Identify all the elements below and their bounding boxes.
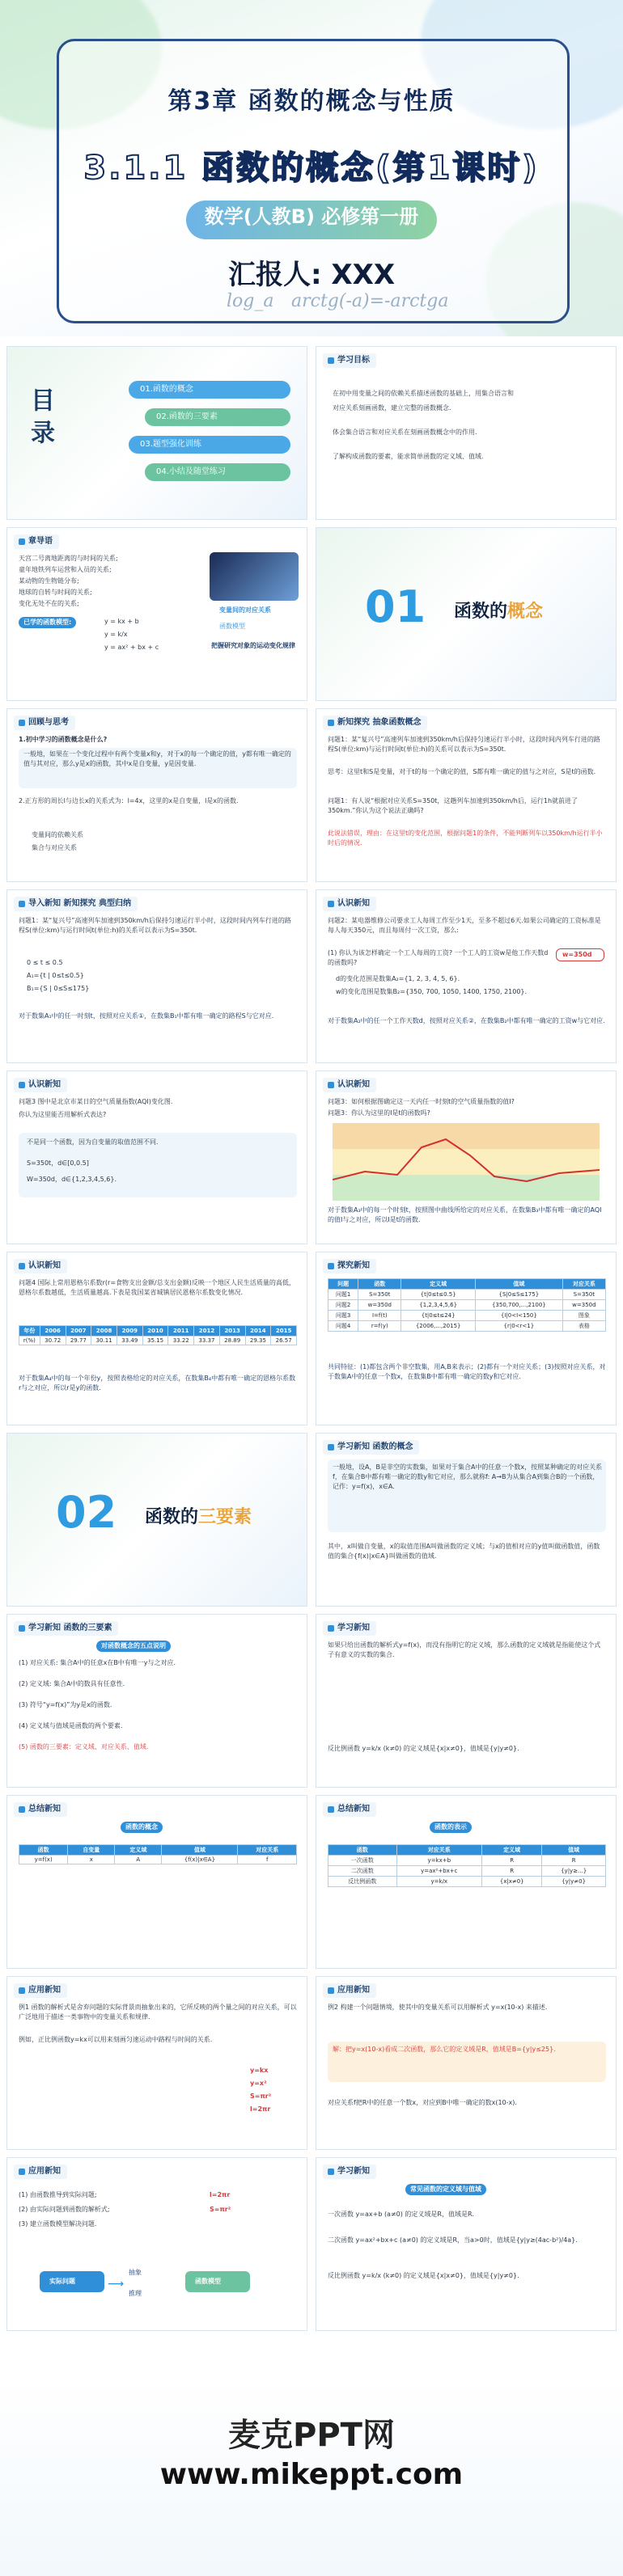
engel-year-cell: 2014 <box>245 1326 271 1337</box>
explore-header: 探究新知 <box>323 1259 376 1273</box>
newq-slide <box>316 708 617 882</box>
q2-slide <box>316 889 617 1063</box>
table-cell: {x|x≠0} <box>482 1877 542 1887</box>
review-q2: 2.正方形的周长l与边长x的关系式为：l=4x，这里的x是自变量，l是x的函数. <box>19 797 239 804</box>
engel-table <box>19 1325 297 1345</box>
apply1-slide <box>6 1976 307 2150</box>
review-b2: 集合与对应关系 <box>32 844 77 851</box>
range-line-1: 一次函数 y=ax+b (a≠0) 的定义域是R，值域是R. <box>328 2211 474 2218</box>
intro-line-2: 童年地铁列车运营和入员的关系; <box>19 566 112 573</box>
table-header-cell: 定义域 <box>482 1845 542 1856</box>
section2-number: 02 <box>56 1487 117 1538</box>
apply3-f1: l=2πr <box>210 2191 231 2198</box>
section2-title <box>145 1503 252 1528</box>
newq-q1: 问题1：某“复兴号”高速列车加速到350km/h后保持匀速运行半小时，这段时间内列车行进的路程S(单位:km)与运行时间t(单位:h)的关系可以表示为S=350t. <box>328 736 600 753</box>
chapter-title: 第3章 函数的概念与性质 <box>167 87 456 116</box>
newq-header: 新知探究 抽象函数概念 <box>323 716 427 730</box>
engel-year-cell: 2012 <box>194 1326 220 1337</box>
section2-title-text: 函数的 <box>145 1507 199 1527</box>
engel-year-cell: 2015 <box>271 1326 297 1337</box>
apply3-line-3: (3) 建立函数模型解决问题. <box>19 2220 97 2228</box>
table-cell: 问题3 <box>328 1311 358 1321</box>
q3-r1: 不是同一个函数，因为自变量的取值范围不同. <box>27 1138 159 1146</box>
goal-line-4: 了解构成函数的要素，能求简单函数的定义域、值域. <box>333 453 484 460</box>
table-cell: {2006,...,2015} <box>401 1321 476 1332</box>
explore-table <box>328 1278 606 1332</box>
q1-set2: A₁={t | 0≤t≤0.5} <box>27 972 84 979</box>
table-row <box>328 1290 606 1300</box>
table-cell: A <box>115 1856 162 1864</box>
funcdef-slide <box>316 1614 617 1788</box>
review-slide <box>6 708 307 882</box>
section1-title-text: 函数的 <box>454 602 508 622</box>
apply1-text2: 例如，正比例函数y=kx可以用来刻画匀速运动中路程与时间的关系. <box>19 2036 213 2043</box>
q3-text: 问题3 图中是北京市某日的空气质量指数(AQI)变化图. <box>19 1098 173 1105</box>
definition-header: 学习新知 函数的概念 <box>323 1440 419 1455</box>
q3-ask: 你认为这里能否用解析式表达? <box>19 1111 107 1118</box>
table-header-cell: 函数 <box>358 1279 401 1290</box>
intro-f2: y = k/x <box>104 631 128 638</box>
table-cell: R <box>482 1856 542 1866</box>
intro-label-model: 函数模型 <box>219 623 245 630</box>
table-cell: 问题4 <box>328 1321 358 1332</box>
apply1-eq4: l=2πr <box>250 2105 271 2113</box>
section1-title <box>454 598 543 623</box>
arrow-icon: ⟶ <box>108 2278 125 2291</box>
table-header-cell: 值域 <box>542 1845 606 1856</box>
engel-year-cell: 2006 <box>40 1326 66 1337</box>
compare-table <box>328 1844 606 1887</box>
aqi-q1: 问题3：如何根据图确定这一天内任一时刻t的空气质量指数的值I? <box>328 1098 515 1105</box>
table-cell: 二次函数 <box>328 1866 397 1877</box>
three-line-2: (2) 定义域: 集合A中的数具有任意性. <box>19 1680 125 1687</box>
q1-text: 问题1：某“复兴号”高速列车加速到350km/h后保持匀速运行半小时，这段时间内列车行进的路程S(单位:km)与运行时间t(单位:h)的关系可以表示为S=350t. <box>19 917 291 934</box>
table-cell: I=f(t) <box>358 1311 401 1321</box>
engel-value-cell: 33.49 <box>117 1337 142 1345</box>
intro-tag: 已学的函数模型: <box>19 617 76 628</box>
apply3-f2: S=πr² <box>210 2206 231 2213</box>
funcdef-tail: 反比例函数 y=k/x (k≠0) 的定义域是{x|x≠0}，值域是{y|y≠0}. <box>328 1745 519 1752</box>
q1-header: 导入新知 新知探究 典型归纳 <box>14 897 138 911</box>
table-cell: {f(x)|x∈A} <box>162 1856 238 1864</box>
q2-s1: (1) 你认为该怎样确定一个工人每周的工资? 一个工人的工资w是他工作天数d的函数吗? <box>328 949 549 966</box>
range-line-3: 反比例函数 y=k/x (k≠0) 的定义域是{x|x≠0}，值域是{y|y≠0}. <box>328 2272 519 2279</box>
table-cell: {S|0≤S≤175} <box>475 1290 562 1300</box>
intro-line-5: 变化无处不在的关系; <box>19 600 79 607</box>
q3-r2: S=350t，d∈[0,0.5] <box>27 1159 89 1167</box>
table-cell: 表格 <box>562 1321 605 1332</box>
table-header-cell: 对应关系 <box>396 1845 482 1856</box>
aqi-q2: 问题3：你认为这里的I是t的函数吗? <box>328 1109 430 1117</box>
engel-value-cell: 30.72 <box>40 1337 66 1345</box>
table-cell: y=kx+b <box>396 1856 482 1866</box>
section1-number: 01 <box>365 581 426 632</box>
q2-conclusion: 对于数集A₂中的任一个工作天数d，按照对应关系②，在数集B₂中都有唯一确定的工资w与它对应. <box>328 1017 605 1024</box>
table-cell: R <box>482 1866 542 1877</box>
textbook-badge: 数学(人教B) 必修第一册 <box>186 201 437 239</box>
goal-line-2: 对应关系刻画函数，建立完整的函数概念. <box>333 404 451 412</box>
aqi-slide <box>316 1071 617 1244</box>
apply2-conclusion: 对应关系f把R中的任意一个数x，对应到B中唯一确定的数x(10-x). <box>328 2099 517 2106</box>
review-q1: 1.初中学习的函数概念是什么? <box>19 736 108 743</box>
definition-text: 一般地，设A，B是非空的实数集，如果对于集合A中的任意一个数x，按照某种确定的对应关系f，在集合B中都有唯一确定的数y和它对应，那么就称f: A→B为从集合A到集合B的一个函数，记作：y=f(x)，x∈A. <box>333 1463 603 1490</box>
reporter: 汇报人: XXX <box>227 259 396 291</box>
range-header: 学习新知 <box>323 2164 376 2179</box>
table-cell: {r|0<r<1} <box>475 1321 562 1332</box>
formula-arctg: arctg(-a)=-arctga <box>291 291 449 311</box>
intro-line-3: 某动物的生物链分布; <box>19 577 79 585</box>
table-cell: y=k/x <box>396 1877 482 1887</box>
intro-label-relation: 变量间的对应关系 <box>219 606 271 614</box>
table-cell: {t|0≤t≤24} <box>401 1311 476 1321</box>
explore-common: 共同特征：(1)都包含两个非空数集，用A,B来表示；(2)都有一个对应关系；(3)按照对应关系，对于数集A中的任意一个数x，在数集B中都有唯一确定的数y和它对应. <box>328 1363 606 1380</box>
aqi-conclusion: 对于数集A₃中的每一个时刻t，按照图中曲线所给定的对应关系，在数集B₃中都有唯一确定的AQI的值I与之对应，所以I是t的函数. <box>328 1206 602 1223</box>
section2-slide <box>6 1433 307 1607</box>
three-slide <box>6 1614 307 1788</box>
engel-text: 问题4 国际上常用恩格尔系数r(r=食物支出金额/总支出金额)反映一个地区人民生活质量的高低，恩格尔系数越低，生活质量越高.下表是我国某省城镇居民恩格尔系数变化情况. <box>19 1279 295 1296</box>
q2-header: 认识新知 <box>323 897 376 911</box>
summary-header: 总结新知 <box>14 1802 67 1817</box>
apply1-eq1: y=kx <box>250 2067 269 2074</box>
table-cell: {y|y≥...} <box>542 1866 606 1877</box>
range-slide <box>316 2157 617 2331</box>
engel-year-cell: 2008 <box>91 1326 117 1337</box>
toc-slide <box>6 346 307 520</box>
funcdef-text: 如果只给出函数的解析式y=f(x)，而没有指明它的定义域，那么函数的定义域就是指能使这个式子有意义的实数的集合. <box>328 1641 601 1658</box>
table-cell: 一次函数 <box>328 1856 397 1866</box>
table-cell: 图象 <box>562 1311 605 1321</box>
table-header-cell: 函数 <box>19 1845 68 1856</box>
q2-d: d的变化范围是数集A₂={1, 2, 3, 4, 5, 6}. <box>336 975 460 982</box>
q2-w: w的变化范围是数集B₂={350, 700, 1050, 1400, 1750, 2100}. <box>336 988 528 995</box>
table-cell: w=350d <box>358 1300 401 1311</box>
goal-line-1: 在初中用变量之间的依赖关系描述函数的基础上，用集合语言和 <box>333 390 514 397</box>
engel-value-cell: 29.35 <box>245 1337 271 1345</box>
q3-r3: W=350d，d∈{1,2,3,4,5,6}. <box>27 1176 117 1183</box>
intro-slide <box>6 527 307 701</box>
three-line-1: (1) 对应关系: 集合A中的任意x在B中有唯一y与之对应. <box>19 1659 176 1666</box>
table-header-cell: 定义域 <box>401 1279 476 1290</box>
toc-item-4[interactable]: 04.小结及随堂练习 <box>145 463 290 481</box>
toc-item-1[interactable]: 01.函数的概念 <box>129 381 290 399</box>
toc-item-2[interactable]: 02.函数的三要素 <box>145 408 290 426</box>
table-row <box>328 1877 606 1887</box>
table-cell: 问题2 <box>328 1300 358 1311</box>
explore-slide <box>316 1252 617 1425</box>
summary-table <box>19 1844 297 1864</box>
three-line-3: (3) 符号“y=f(x)”为y是x的函数. <box>19 1701 112 1708</box>
table-cell: {y|y≠0} <box>542 1877 606 1887</box>
newq-q3: 问题1：有人说“根据对应关系S=350t，这趟列车加速到350km/h后，运行1h就前进了350km.”你认为这个说法正确吗? <box>328 797 578 814</box>
three-line-4: (4) 定义域与值域是函数的两个要素. <box>19 1722 123 1729</box>
table-header-cell: 对应关系 <box>238 1845 297 1856</box>
range-line-2: 二次函数 y=ax²+bx+c (a≠0) 的定义域是R，当a>0时，值域是{y|y≥(4ac-b²)/4a}. <box>328 2236 578 2244</box>
aqi-header: 认识新知 <box>323 1078 376 1092</box>
engel-value-cell: 28.89 <box>219 1337 245 1345</box>
rocket-image <box>210 552 299 601</box>
table-row <box>328 1300 606 1311</box>
footer <box>0 2377 623 2576</box>
footer-brand: 麦克PPT网 <box>228 2417 395 2454</box>
review-header: 回顾与思考 <box>14 716 75 730</box>
compare-title: 函数的表示 <box>430 1822 472 1833</box>
table-cell: y=ax²+bx+c <box>396 1866 482 1877</box>
summary-slide <box>6 1795 307 1969</box>
apply2-header: 应用新知 <box>323 1983 376 1998</box>
cover-slide <box>0 0 623 336</box>
engel-year-cell: 2010 <box>142 1326 168 1337</box>
q2-answer: w=350d <box>562 951 592 958</box>
apply1-text: 例1 函数的解析式是舍弃问题的实际背景而抽象出来的，它所反映的两个量之间的对应关系，可以广泛地用于描述一类事物中的变量关系和规律. <box>19 2004 297 2021</box>
q1-set3: B₁={S | 0≤S≤175} <box>27 985 90 992</box>
table-cell: {t|0≤t≤0.5} <box>401 1290 476 1300</box>
table-row <box>19 1856 297 1864</box>
intro-f3: y = ax² + bx + c <box>104 644 159 651</box>
table-cell: R <box>542 1856 606 1866</box>
three-title: 对函数概念的五点说明 <box>96 1641 171 1652</box>
table-header-cell: 问题 <box>328 1279 358 1290</box>
q3-header: 认识新知 <box>14 1078 67 1092</box>
table-header-cell: 值域 <box>475 1279 562 1290</box>
goals-slide <box>316 346 617 520</box>
flow-real: 实际问题 <box>49 2278 75 2285</box>
table-cell: r=f(y) <box>358 1321 401 1332</box>
formula-log: log_a <box>227 291 274 311</box>
apply2-answer: 解：把y=x(10-x)看成二次函数，那么它的定义域是R，值域是B={y|y≤25}. <box>333 2046 556 2053</box>
apply1-eq3: S=πr² <box>250 2092 272 2100</box>
lesson-title: 3.1.1 函数的概念(第1课时) <box>83 150 540 187</box>
q2-text: 问题2：某电器维修公司要求工人每周工作至少1天，至多不超过6天.如果公司确定的工资标准是每人每天350元，而且每周付一次工资，那么: <box>328 917 601 934</box>
flow-reason: 推理 <box>129 2290 142 2297</box>
engel-year-cell: 2009 <box>117 1326 142 1337</box>
apply3-header: 应用新知 <box>14 2164 67 2179</box>
intro-label-law: 把握研究对象的运动变化规律 <box>211 642 295 649</box>
table-cell: w=350d <box>562 1300 605 1311</box>
apply1-header: 应用新知 <box>14 1983 67 1998</box>
goals-header: 学习目标 <box>323 353 376 368</box>
table-cell: {350,700,...,2100} <box>475 1300 562 1311</box>
apply3-slide <box>6 2157 307 2331</box>
table-row <box>328 1866 606 1877</box>
engel-slide <box>6 1252 307 1425</box>
apply1-eq2: y=x² <box>250 2080 267 2087</box>
engel-value-cell: 33.37 <box>194 1337 220 1345</box>
review-b1: 变量间的依赖关系 <box>32 831 83 838</box>
engel-value-cell: 35.15 <box>142 1337 168 1345</box>
engel-header: 认识新知 <box>14 1259 67 1273</box>
flow-abstract: 抽象 <box>129 2269 142 2276</box>
intro-line-4: 地球的自转与时间的关系; <box>19 589 92 596</box>
q1-conclusion: 对于数集A₁中的任一时刻t，按照对应关系①，在数集B₁中都有唯一确定的路程S与它对应. <box>19 1012 274 1020</box>
engel-year-cell: 2007 <box>66 1326 91 1337</box>
intro-line-1: 天宫二号离地距离的与时间的关系; <box>19 555 118 562</box>
q1-set1: 0 ≤ t ≤ 0.5 <box>27 959 63 966</box>
table-header-cell: 值域 <box>162 1845 238 1856</box>
engel-value-cell: 29.77 <box>66 1337 91 1345</box>
engel-conclusion: 对于数集A₄中的每一个年份y，按照表格给定的对应关系，在数集B₄中都有唯一确定的恩格尔系数r与之对应，所以r是y的函数. <box>19 1375 296 1391</box>
summary-title: 函数的概念 <box>121 1822 163 1833</box>
table-cell: {1,2,3,4,5,6} <box>401 1300 476 1311</box>
newq-q2: 思考：这里t和S是变量，对于t的每一个确定的值，S都有唯一确定的值与之对应，S是t的函数. <box>328 768 596 775</box>
three-header: 学习新知 函数的三要素 <box>14 1621 118 1636</box>
table-cell: {I|0<I<150} <box>475 1311 562 1321</box>
table-cell: y=f(x) <box>19 1856 68 1864</box>
engel-value-cell: 26.57 <box>271 1337 297 1345</box>
engel-year-cell: 2013 <box>219 1326 245 1337</box>
compare-header: 总结新知 <box>323 1802 376 1817</box>
toc-title: 目录 <box>26 387 54 452</box>
intro-header: 章导语 <box>14 534 59 549</box>
table-cell: x <box>68 1856 115 1864</box>
q1-slide <box>6 889 307 1063</box>
table-row <box>328 1321 606 1332</box>
table-row <box>328 1311 606 1321</box>
definition-note: 其中，x叫做自变量，x的取值范围A叫做函数的定义域；与x的值相对应的y值叫做函数值，函数值的集合{f(x)|x∈A}叫做函数的值域. <box>328 1543 600 1560</box>
engel-years-header: 年份 <box>19 1326 40 1337</box>
funcdef-header: 学习新知 <box>323 1621 376 1636</box>
apply2-slide <box>316 1976 617 2150</box>
compare-slide <box>316 1795 617 1969</box>
table-cell: f <box>238 1856 297 1864</box>
engel-value-cell: 33.22 <box>168 1337 194 1345</box>
table-header-cell: 定义域 <box>115 1845 162 1856</box>
section1-title-highlight: 概念 <box>507 602 544 622</box>
section2-title-highlight: 三要素 <box>198 1507 252 1527</box>
definition-slide <box>316 1433 617 1607</box>
toc-item-3[interactable]: 03.题型强化训练 <box>129 436 290 454</box>
table-cell: 反比例函数 <box>328 1877 397 1887</box>
table-row <box>328 1856 606 1866</box>
q3-slide <box>6 1071 307 1244</box>
apply2-text: 例2 构建一个问题情境，使其中的变量关系可以用解析式 y=x(10-x) 来描述. <box>328 2004 548 2011</box>
newq-a3: 此说法错误，理由：在这里t的变化范围，根据问题1的条件，不能判断列车以350km/h运行半小时后的情况. <box>328 830 603 847</box>
table-cell: 问题1 <box>328 1290 358 1300</box>
goal-line-3: 体会集合语言和对应关系在刻画函数概念中的作用. <box>333 429 477 436</box>
review-a1: 一般地，如果在一个变化过程中有两个变量x和y，对于x的每一个确定的值，y都有唯一确定的值与其对应，那么y是x的函数，其中x是自变量，y是因变量. <box>23 750 291 767</box>
engel-value-cell: 30.11 <box>91 1337 117 1345</box>
apply3-line-2: (2) 由实际问题到函数的解析式; <box>19 2206 110 2213</box>
table-cell: S=350t <box>562 1290 605 1300</box>
three-line-5: (5) 函数的三要素：定义域、对应关系、值域. <box>19 1743 149 1750</box>
table-header-cell: 自变量 <box>68 1845 115 1856</box>
engel-year-cell: 2011 <box>168 1326 194 1337</box>
table-cell: S=350t <box>358 1290 401 1300</box>
table-header-cell: 对应关系 <box>562 1279 605 1290</box>
apply3-line-1: (1) 由函数推导到实际问题; <box>19 2191 97 2198</box>
range-title: 常见函数的定义域与值域 <box>405 2184 486 2195</box>
engel-values-header: r(%) <box>19 1337 40 1345</box>
section1-slide <box>316 527 617 701</box>
footer-url[interactable]: www.mikeppt.com <box>159 2458 464 2491</box>
table-header-cell: 函数 <box>328 1845 397 1856</box>
flow-model: 函数模型 <box>195 2278 221 2285</box>
intro-f1: y = kx + b <box>104 618 139 625</box>
aqi-chart <box>333 1123 600 1201</box>
